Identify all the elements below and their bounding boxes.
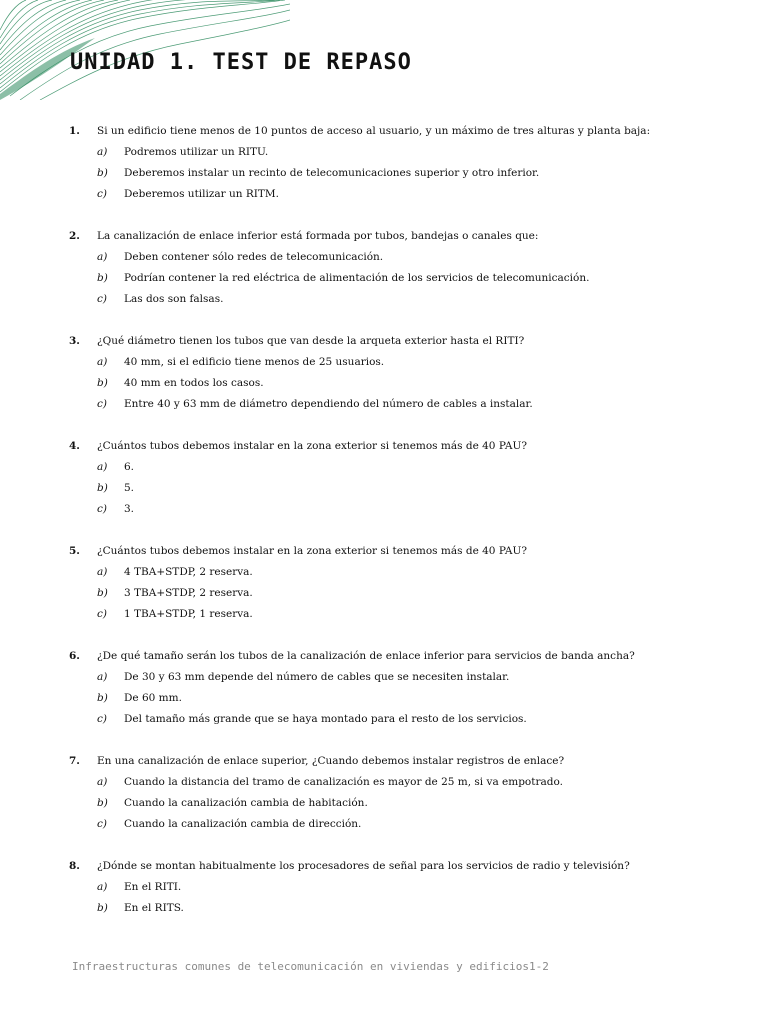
question-text: ¿Dónde se montan habitualmente los procesadores de señal para los servicios de radio y televisión?	[97, 860, 630, 872]
answer-option	[0, 373, 768, 394]
option-text: Deben contener sólo redes de telecomunicación.	[124, 251, 384, 263]
question-number: 5.	[69, 545, 80, 557]
option-letter: c)	[97, 713, 107, 725]
question-text: ¿Qué diámetro tienen los tubos que van desde la arqueta exterior hasta el RITI?	[97, 335, 525, 347]
option-letter: a)	[97, 776, 108, 788]
answer-option	[0, 457, 768, 478]
question-item	[0, 541, 768, 646]
question-item	[0, 331, 768, 436]
option-text: 40 mm en todos los casos.	[124, 377, 264, 389]
answer-option	[0, 583, 768, 604]
option-text: Cuando la canalización cambia de dirección.	[124, 818, 362, 830]
question-number: 6.	[69, 650, 80, 662]
option-text: Del tamaño más grande que se haya montado para el resto de los servicios.	[124, 713, 527, 725]
answer-option	[0, 142, 768, 163]
option-letter: c)	[97, 188, 107, 200]
option-letter: a)	[97, 671, 108, 683]
option-text: Cuando la canalización cambia de habitación.	[124, 797, 368, 809]
answer-option	[0, 898, 768, 919]
answer-option	[0, 394, 768, 415]
option-letter: c)	[97, 503, 107, 515]
option-letter: b)	[97, 377, 108, 389]
answer-option	[0, 184, 768, 205]
question-number: 7.	[69, 755, 80, 767]
option-text: De 30 y 63 mm depende del número de cables que se necesiten instalar.	[124, 671, 510, 683]
question-item	[0, 436, 768, 541]
question-item	[0, 751, 768, 856]
option-letter: b)	[97, 692, 108, 704]
question-text: ¿De qué tamaño serán los tubos de la canalización de enlace inferior para servicios de banda ancha?	[97, 650, 635, 662]
question-text: ¿Cuántos tubos debemos instalar en la zona exterior si tenemos más de 40 PAU?	[97, 440, 527, 452]
option-text: 5.	[124, 482, 135, 494]
answer-option	[0, 247, 768, 268]
option-text: Las dos son falsas.	[124, 293, 224, 305]
option-text: En el RITI.	[124, 881, 182, 893]
option-letter: a)	[97, 146, 108, 158]
option-text: 3.	[124, 503, 135, 515]
question-item	[0, 121, 768, 226]
option-text: 40 mm, si el edificio tiene menos de 25 usuarios.	[124, 356, 385, 368]
answer-option	[0, 772, 768, 793]
answer-option	[0, 268, 768, 289]
question-text: Si un edificio tiene menos de 10 puntos de acceso al usuario, y un máximo de tres alturas y planta baja:	[97, 125, 651, 137]
option-letter: a)	[97, 881, 108, 893]
option-letter: b)	[97, 482, 108, 494]
option-text: En el RITS.	[124, 902, 184, 914]
answer-option	[0, 562, 768, 583]
answer-option	[0, 604, 768, 625]
option-letter: a)	[97, 461, 108, 473]
page-footer: Infraestructuras comunes de telecomunicación en viviendas y edificios1-2	[72, 960, 549, 973]
answer-option	[0, 163, 768, 184]
answer-option	[0, 793, 768, 814]
option-letter: b)	[97, 272, 108, 284]
option-letter: a)	[97, 251, 108, 263]
option-letter: b)	[97, 902, 108, 914]
answer-option	[0, 352, 768, 373]
question-item	[0, 646, 768, 751]
option-text: Deberemos utilizar un RITM.	[124, 188, 280, 200]
option-text: 4 TBA+STDP, 2 reserva.	[124, 566, 253, 578]
option-letter: a)	[97, 566, 108, 578]
option-text: Podrían contener la red eléctrica de alimentación de los servicios de telecomunicación.	[124, 272, 590, 284]
option-text: 3 TBA+STDP, 2 reserva.	[124, 587, 253, 599]
question-text: En una canalización de enlace superior, ¿Cuando debemos instalar registros de enlace?	[97, 755, 565, 767]
question-number: 3.	[69, 335, 80, 347]
option-text: Cuando la distancia del tramo de canalización es mayor de 25 m, si va empotrado.	[124, 776, 563, 788]
question-list	[0, 121, 768, 940]
question-number: 2.	[69, 230, 80, 242]
answer-option	[0, 877, 768, 898]
option-text: Deberemos instalar un recinto de telecomunicaciones superior y otro inferior.	[124, 167, 540, 179]
option-letter: c)	[97, 293, 107, 305]
answer-option	[0, 667, 768, 688]
option-letter: b)	[97, 797, 108, 809]
question-item	[0, 226, 768, 331]
option-letter: c)	[97, 818, 107, 830]
page-title: UNIDAD 1. TEST DE REPASO	[70, 50, 412, 75]
option-text: 6.	[124, 461, 135, 473]
answer-option	[0, 688, 768, 709]
answer-option	[0, 709, 768, 730]
option-letter: b)	[97, 587, 108, 599]
answer-option	[0, 499, 768, 520]
question-text: La canalización de enlace inferior está formada por tubos, bandejas o canales que:	[97, 230, 539, 242]
question-number: 1.	[69, 125, 80, 137]
answer-option	[0, 289, 768, 310]
option-letter: b)	[97, 167, 108, 179]
option-letter: c)	[97, 608, 107, 620]
question-number: 8.	[69, 860, 80, 872]
question-text: ¿Cuántos tubos debemos instalar en la zona exterior si tenemos más de 40 PAU?	[97, 545, 527, 557]
option-letter: c)	[97, 398, 107, 410]
question-number: 4.	[69, 440, 80, 452]
option-text: Podremos utilizar un RITU.	[124, 146, 269, 158]
option-text: De 60 mm.	[124, 692, 182, 704]
answer-option	[0, 478, 768, 499]
question-item	[0, 856, 768, 940]
option-letter: a)	[97, 356, 108, 368]
option-text: 1 TBA+STDP, 1 reserva.	[124, 608, 253, 620]
answer-option	[0, 814, 768, 835]
option-text: Entre 40 y 63 mm de diámetro dependiendo del número de cables a instalar.	[124, 398, 533, 410]
